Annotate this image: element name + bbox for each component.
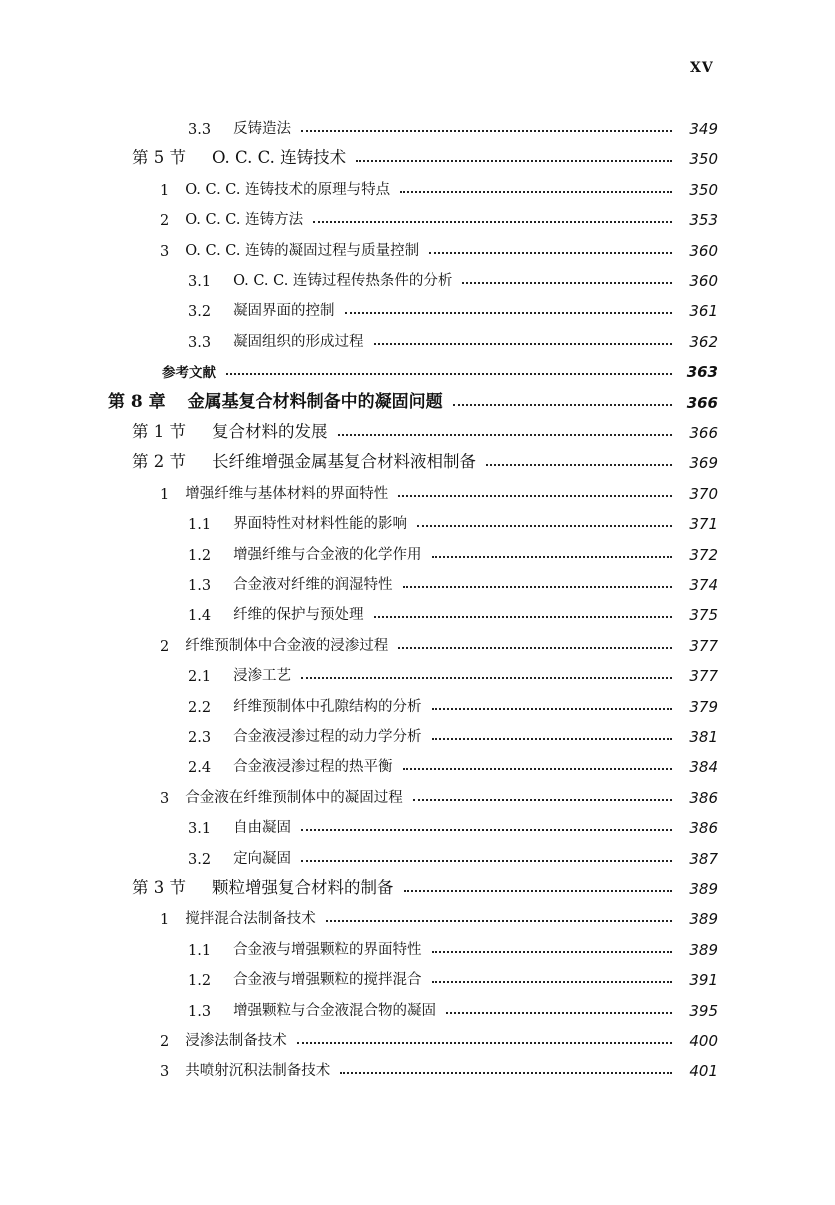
dot-leader xyxy=(432,951,672,953)
toc-entry-number: 1.3 xyxy=(188,1003,212,1020)
toc-entry-page: 366 xyxy=(689,424,718,442)
toc-entry[interactable] xyxy=(160,629,718,655)
toc-entry-title: 纤维预制体中合金液的浸渗过程 xyxy=(185,637,389,654)
toc-entry[interactable] xyxy=(188,538,718,564)
toc-entry-title: 共喷射沉积法制备技术 xyxy=(185,1063,331,1080)
toc-entry-title: O. C. C. 连铸方法 xyxy=(185,212,304,229)
toc-entry[interactable] xyxy=(132,446,718,472)
toc-entry[interactable] xyxy=(188,933,718,959)
toc-entry-page: 400 xyxy=(689,1032,718,1050)
toc-entry-title: 反铸造法 xyxy=(233,121,292,137)
dot-leader xyxy=(398,647,672,649)
toc-entry-number: 3 xyxy=(160,1064,170,1081)
toc-entry-title: 凝固界面的控制 xyxy=(233,303,335,320)
dot-leader xyxy=(374,616,672,618)
toc-entry-number: 1.3 xyxy=(188,578,212,594)
toc-entry-title: 复合材料的发展 xyxy=(212,422,328,441)
dot-leader xyxy=(297,1042,672,1044)
toc-entry-page: 377 xyxy=(689,667,718,686)
toc-entry-title: 合金液浸渗过程的热平衡 xyxy=(233,759,393,776)
toc-entry-number: 2.1 xyxy=(188,669,212,686)
toc-entry[interactable] xyxy=(188,750,718,776)
dot-leader xyxy=(400,191,672,193)
dot-leader xyxy=(432,556,672,558)
toc-entry-title: 纤维的保护与预处理 xyxy=(233,607,364,624)
toc-entry[interactable] xyxy=(132,416,718,442)
toc-entry-page: 401 xyxy=(689,1062,718,1081)
toc-entry-number: 3 xyxy=(160,790,170,807)
dot-leader xyxy=(403,586,672,588)
toc-entry-page: 369 xyxy=(689,454,718,473)
toc-entry[interactable] xyxy=(188,690,718,716)
toc-entry[interactable] xyxy=(188,811,718,837)
toc-entry-number: 3.2 xyxy=(188,304,212,321)
toc-entry-number: 1.1 xyxy=(188,942,212,959)
toc-entry-page: 384 xyxy=(689,758,718,777)
toc-entry[interactable] xyxy=(188,568,718,594)
toc-entry-page: 370 xyxy=(689,484,718,503)
toc-entry-number: 2.4 xyxy=(188,760,212,777)
dot-leader xyxy=(403,768,672,770)
toc-entry[interactable] xyxy=(160,234,718,260)
toc-entry-page: 389 xyxy=(689,910,718,929)
toc-entry-number: 1.2 xyxy=(188,973,212,990)
dot-leader xyxy=(345,312,672,314)
toc-entry-page: 350 xyxy=(689,180,718,199)
dot-leader xyxy=(432,738,672,740)
dot-leader xyxy=(313,221,672,223)
dot-leader xyxy=(338,434,673,436)
dot-leader xyxy=(432,981,672,983)
toc-entry-title: O. C. C. 连铸过程传热条件的分析 xyxy=(233,273,453,289)
toc-entry-title: 参考文献 xyxy=(162,365,216,382)
toc-entry-page: 395 xyxy=(689,1001,718,1020)
toc-entry-title: 凝固组织的形成过程 xyxy=(233,333,364,350)
dot-leader xyxy=(326,920,672,922)
toc-entry-page: 360 xyxy=(689,272,718,290)
dot-leader xyxy=(446,1012,672,1014)
toc-entry-page: 374 xyxy=(689,576,718,594)
dot-leader xyxy=(398,495,672,497)
toc-entry-title: 合金液与增强颗粒的界面特性 xyxy=(233,941,422,958)
toc-entry-number: 3.1 xyxy=(188,274,212,290)
dot-leader xyxy=(432,708,672,710)
toc-entry[interactable] xyxy=(160,781,718,807)
toc-entry-number: 第 8 章 xyxy=(108,391,166,412)
toc-entry-page: 379 xyxy=(689,697,718,716)
toc-entry-title: 合金液与增强颗粒的搅拌混合 xyxy=(233,972,422,989)
toc-entry-number: 3.2 xyxy=(188,851,212,868)
toc-entry-page: 389 xyxy=(689,880,718,898)
toc-entry-title: O. C. C. 连铸技术 xyxy=(212,148,347,168)
toc-entry-title: 增强纤维与基体材料的界面特性 xyxy=(185,485,389,502)
toc-entry-title: 合金液浸渗过程的动力学分析 xyxy=(233,729,422,745)
dot-leader xyxy=(301,829,672,831)
toc-entry[interactable] xyxy=(108,386,718,412)
toc-entry-number: 第 2 节 xyxy=(132,452,186,472)
toc-entry-number: 1 xyxy=(160,486,170,503)
toc-entry-page: 360 xyxy=(689,241,718,260)
dot-leader xyxy=(301,677,672,679)
toc-entry-page: 387 xyxy=(689,849,718,868)
dot-leader xyxy=(429,252,672,254)
toc-entry[interactable] xyxy=(188,963,718,989)
toc-entry-page: 375 xyxy=(689,606,718,625)
toc-entry[interactable] xyxy=(188,720,718,746)
dot-leader xyxy=(413,799,672,801)
toc-entry[interactable] xyxy=(188,659,718,685)
toc-entry-page: 389 xyxy=(689,940,718,959)
toc-entry-number: 3.3 xyxy=(188,334,212,351)
toc-entry[interactable] xyxy=(188,325,718,351)
toc-entry-page: 366 xyxy=(686,393,718,412)
toc-entry[interactable] xyxy=(188,264,718,290)
toc-entry[interactable] xyxy=(160,477,718,503)
toc-entry-page: 391 xyxy=(689,971,718,990)
toc-entry-page: 363 xyxy=(686,363,718,382)
toc-entry[interactable] xyxy=(188,994,718,1020)
toc-entry-page: 349 xyxy=(689,120,718,138)
toc-entry[interactable] xyxy=(188,507,718,533)
toc-entry-page: 371 xyxy=(689,515,718,534)
toc-entry-page: 353 xyxy=(689,211,718,230)
toc-entry[interactable] xyxy=(188,294,718,320)
toc-entry-number: 1.4 xyxy=(188,608,212,625)
toc-entry[interactable] xyxy=(160,173,718,199)
dot-leader xyxy=(404,890,673,892)
toc-entry-page: 386 xyxy=(689,788,718,807)
toc-entry-title: 增强纤维与合金液的化学作用 xyxy=(233,546,422,563)
toc-entry[interactable] xyxy=(132,142,718,168)
toc-entry-number: 第 1 节 xyxy=(132,422,186,441)
dot-leader xyxy=(374,343,672,345)
toc-entry-number: 2.2 xyxy=(188,699,212,716)
toc-entry-title: 界面特性对材料性能的影响 xyxy=(233,516,408,533)
toc-entry-title: 自由凝固 xyxy=(233,820,292,837)
toc-entry[interactable] xyxy=(160,1054,718,1080)
toc-entry-title: 长纤维增强金属基复合材料液相制备 xyxy=(212,452,476,472)
toc-entry-number: 1 xyxy=(160,182,170,199)
toc-entry-title: 纤维预制体中孔隙结构的分析 xyxy=(233,698,422,715)
toc-entry-title: 颗粒增强复合材料的制备 xyxy=(212,878,394,897)
toc-entry-number: 第 5 节 xyxy=(132,148,186,168)
dot-leader xyxy=(453,404,672,406)
toc-entry-number: 3.1 xyxy=(188,821,212,838)
toc-entry[interactable] xyxy=(162,355,718,381)
toc-entry[interactable] xyxy=(160,203,718,229)
dot-leader xyxy=(301,130,672,132)
toc-entry-title: 搅拌混合法制备技术 xyxy=(185,911,316,928)
toc-entry-number: 2 xyxy=(160,1034,170,1050)
toc-entry-number: 3 xyxy=(160,243,170,260)
toc-entry-number: 3.3 xyxy=(188,122,212,138)
toc-entry-title: 合金液对纤维的润湿特性 xyxy=(233,577,393,593)
toc-entry-title: O. C. C. 连铸的凝固过程与质量控制 xyxy=(185,242,420,259)
toc-entry-page: 372 xyxy=(689,545,718,564)
dot-leader xyxy=(356,160,672,162)
toc-entry-page: 381 xyxy=(689,728,718,746)
dot-leader xyxy=(462,282,672,284)
toc-entry-page: 377 xyxy=(689,636,718,655)
dot-leader xyxy=(226,373,672,375)
toc-entry-page: 362 xyxy=(689,332,718,351)
toc-entry-title: 增强颗粒与合金液混合物的凝固 xyxy=(233,1002,437,1019)
toc-entry[interactable] xyxy=(160,902,718,928)
toc-entry-title: 定向凝固 xyxy=(233,850,292,867)
toc-entry-title: 合金液在纤维预制体中的凝固过程 xyxy=(185,789,403,806)
toc-entry-page: 386 xyxy=(689,819,718,838)
page-number: XV xyxy=(690,60,714,76)
toc-entry-number: 1 xyxy=(160,912,170,929)
toc-entry-title: O. C. C. 连铸技术的原理与特点 xyxy=(185,181,391,198)
dot-leader xyxy=(301,860,672,862)
toc-entry-page: 361 xyxy=(689,302,718,321)
toc-entry-title: 浸渗法制备技术 xyxy=(185,1033,287,1049)
toc-entry-number: 第 3 节 xyxy=(132,878,186,897)
toc-entry-number: 2 xyxy=(160,638,170,655)
toc-entry-number: 1.2 xyxy=(188,547,212,564)
dot-leader xyxy=(340,1072,672,1074)
dot-leader xyxy=(417,525,672,527)
dot-leader xyxy=(486,464,672,466)
toc-entry-title: 浸渗工艺 xyxy=(233,668,292,685)
toc-entry-number: 1.1 xyxy=(188,517,212,534)
toc-entry[interactable] xyxy=(188,842,718,868)
toc-entry[interactable] xyxy=(188,598,718,624)
toc-entry-title: 金属基复合材料制备中的凝固问题 xyxy=(187,391,443,412)
toc-entry[interactable] xyxy=(160,1024,718,1050)
toc-entry-page: 350 xyxy=(689,150,718,169)
toc-entry[interactable] xyxy=(132,872,718,898)
toc-entry[interactable] xyxy=(188,112,718,138)
toc-entry-number: 2 xyxy=(160,213,170,230)
toc-entry-number: 2.3 xyxy=(188,730,212,746)
